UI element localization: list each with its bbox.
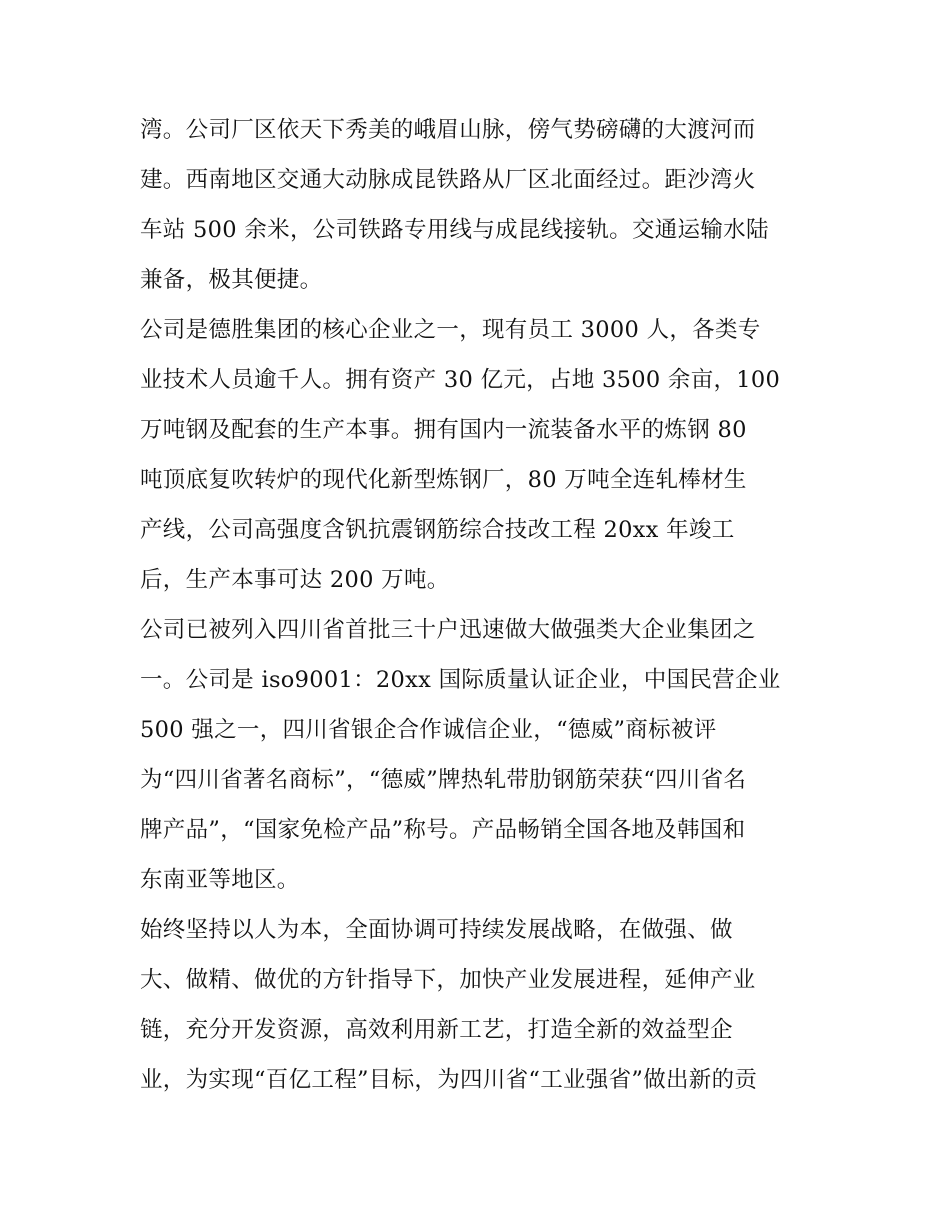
- text-line: 兼备，极其便捷。: [140, 267, 323, 293]
- text-line: 湾。公司厂区依天下秀美的峨眉山脉，傍气势磅礴的大渡河而: [140, 117, 756, 143]
- text-line: 吨顶底复吹转炉的现代化新型炼钢厂，80 万吨全连轧棒材生: [140, 467, 747, 493]
- text-line: 建。西南地区交通大动脉成昆铁路从厂区北面经过。距沙湾火: [140, 167, 756, 193]
- text-line: 500 强之一，四川省银企合作诚信企业，“德威”商标被评: [140, 717, 717, 743]
- text-line: 业技术人员逾千人。拥有资产 30 亿元，占地 3500 余亩，100: [140, 367, 781, 393]
- text-line: 链，充分开发资源，高效利用新工艺，打造全新的效益型企: [140, 1017, 733, 1043]
- text-line: 大、做精、做优的方针指导下，加快产业发展进程，延伸产业: [140, 967, 756, 993]
- body-text: [140, 105, 840, 1105]
- text-line: 后，生产本事可达 200 万吨。: [140, 567, 450, 593]
- text-line: 东南亚等地区。: [140, 867, 300, 893]
- text-line: 车站 500 余米，公司铁路专用线与成昆线接轨。交通运输水陆: [140, 217, 769, 243]
- text-line: 为“四川省著名商标”，“德威”牌热轧带肋钢筋荣获“四川省名: [140, 767, 747, 793]
- text-line: 一。公司是 iso9001：20xx 国际质量认证企业，中国民营企业: [140, 667, 781, 693]
- text-line: 公司是德胜集团的核心企业之一，现有员工 3000 人，各类专: [140, 317, 761, 343]
- text-line: 牌产品”，“国家免检产品”称号。产品畅销全国各地及韩国和: [140, 817, 746, 843]
- text-line: 万吨钢及配套的生产本事。拥有国内一流装备水平的炼钢 80: [140, 417, 747, 443]
- text-line: 业，为实现“百亿工程”目标，为四川省“工业强省”做出新的贡: [140, 1067, 758, 1093]
- text-line: 产线，公司高强度含钒抗震钢筋综合技改工程 20xx 年竣工: [140, 517, 735, 543]
- text-line: 公司已被列入四川省首批三十户迅速做大做强类大企业集团之: [140, 617, 756, 643]
- text-line: 始终坚持以人为本，全面协调可持续发展战略，在做强、做: [140, 917, 733, 943]
